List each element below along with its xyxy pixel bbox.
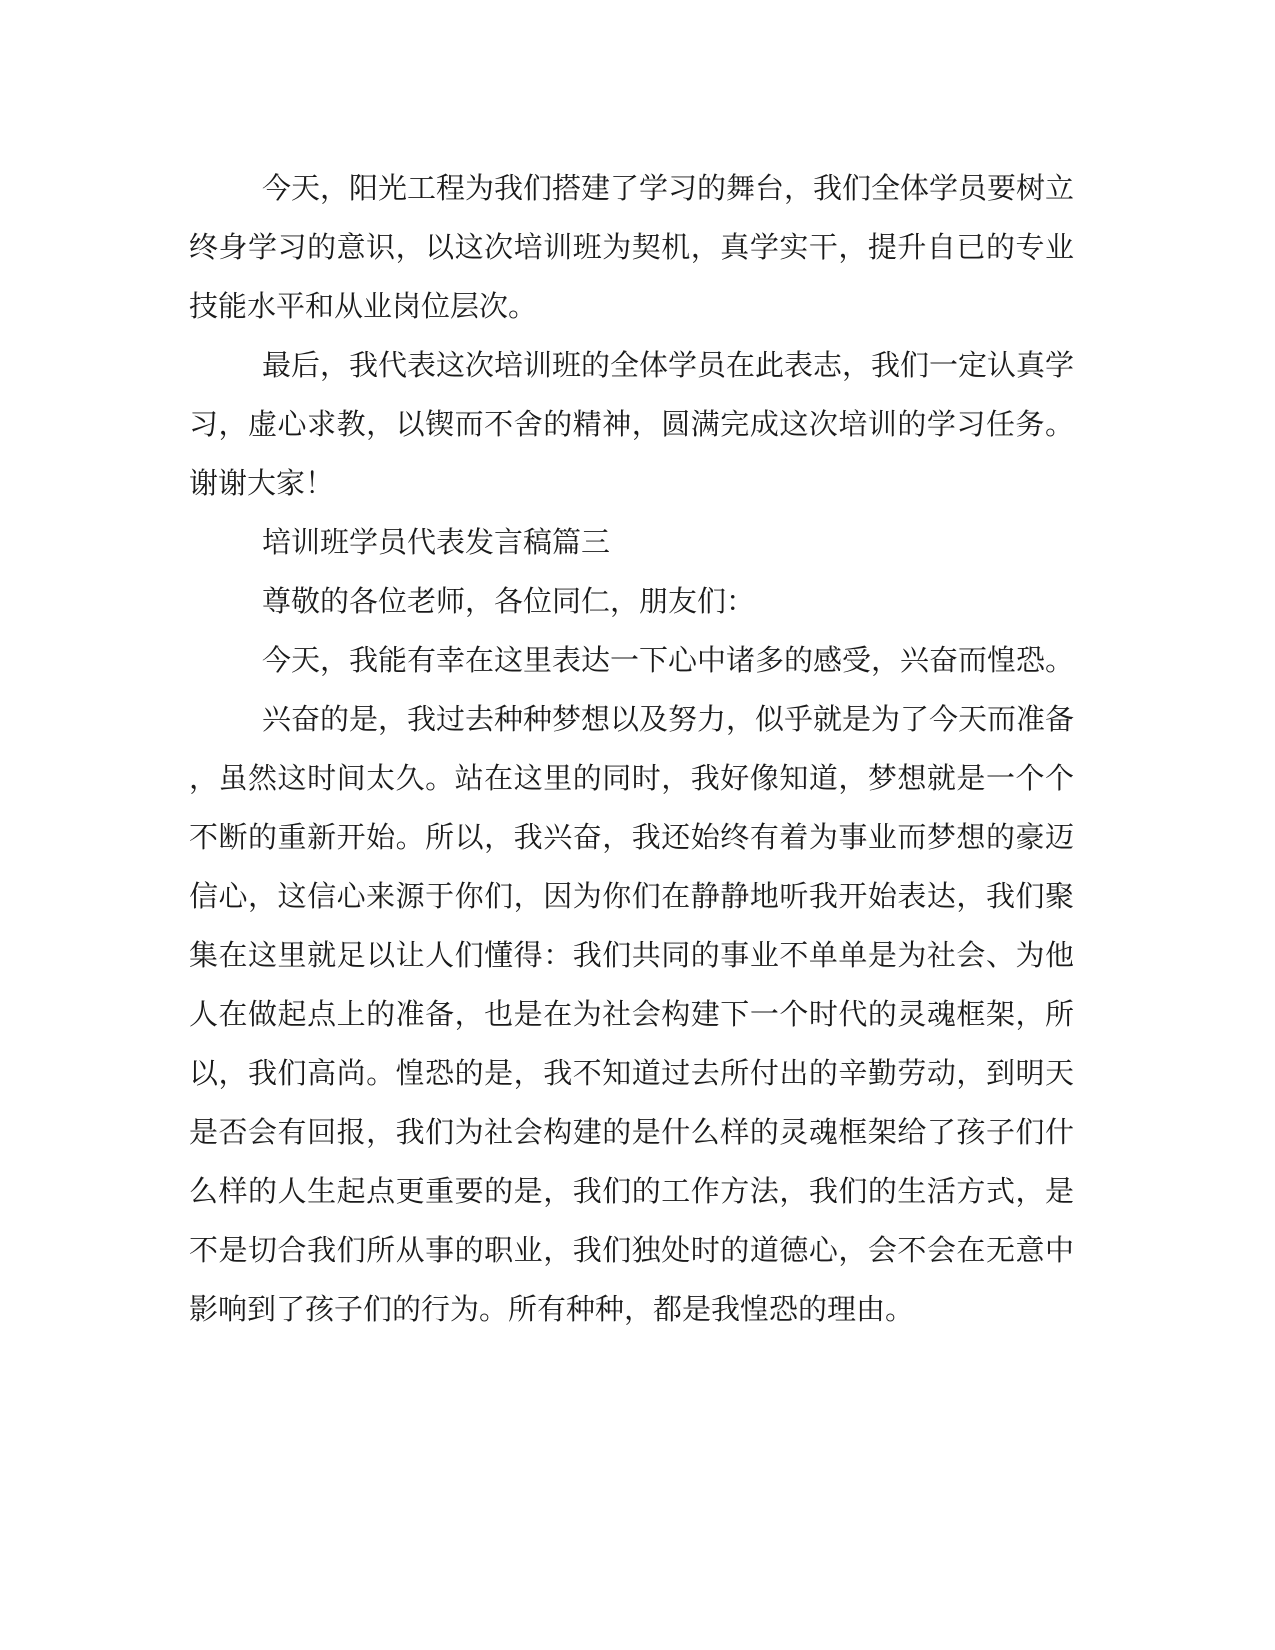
text-line: 不断的重新开始。所以，我兴奋，我还始终有着为事业而梦想的豪迈 [189, 820, 1074, 854]
section-heading: 培训班学员代表发言稿篇三 [262, 525, 611, 559]
text-line: 集在这里就足以让人们懂得：我们共同的事业不单单是为社会、为他 [189, 938, 1074, 972]
text-line: 最后，我代表这次培训班的全体学员在此表志，我们一定认真学 [262, 348, 1075, 382]
text-line: 今天，阳光工程为我们搭建了学习的舞台，我们全体学员要树立 [262, 171, 1075, 205]
text-line: 么样的人生起点更重要的是，我们的工作方法，我们的生活方式，是 [189, 1174, 1074, 1208]
text-line: 影响到了孩子们的行为。所有种种，都是我惶恐的理由。 [189, 1292, 915, 1326]
text-line: 信心，这信心来源于你们，因为你们在静静地听我开始表达，我们聚 [189, 879, 1074, 913]
text-line: 谢谢大家！ [189, 466, 335, 500]
text-line: 兴奋的是，我过去种种梦想以及努力，似乎就是为了今天而准备 [262, 702, 1075, 736]
text-line: 不是切合我们所从事的职业，我们独处时的道德心，会不会在无意中 [189, 1233, 1074, 1267]
text-line: ，虽然这时间太久。站在这里的同时，我好像知道，梦想就是一个个 [189, 761, 1074, 795]
text-line: 习，虚心求教，以锲而不舍的精神，圆满完成这次培训的学习任务。 [189, 407, 1074, 441]
text-line: 技能水平和从业岗位层次。 [189, 289, 538, 323]
text-line: 以，我们高尚。惶恐的是，我不知道过去所付出的辛勤劳动，到明天 [189, 1056, 1074, 1090]
text-line: 终身学习的意识，以这次培训班为契机，真学实干，提升自已的专业 [189, 230, 1074, 264]
text-line: 人在做起点上的准备，也是在为社会构建下一个时代的灵魂框架，所 [189, 997, 1074, 1031]
text-line: 今天，我能有幸在这里表达一下心中诸多的感受，兴奋而惶恐。 [262, 643, 1075, 677]
text-line: 是否会有回报，我们为社会构建的是什么样的灵魂框架给了孩子们什 [189, 1115, 1074, 1149]
salutation: 尊敬的各位老师，各位同仁，朋友们： [262, 584, 756, 618]
